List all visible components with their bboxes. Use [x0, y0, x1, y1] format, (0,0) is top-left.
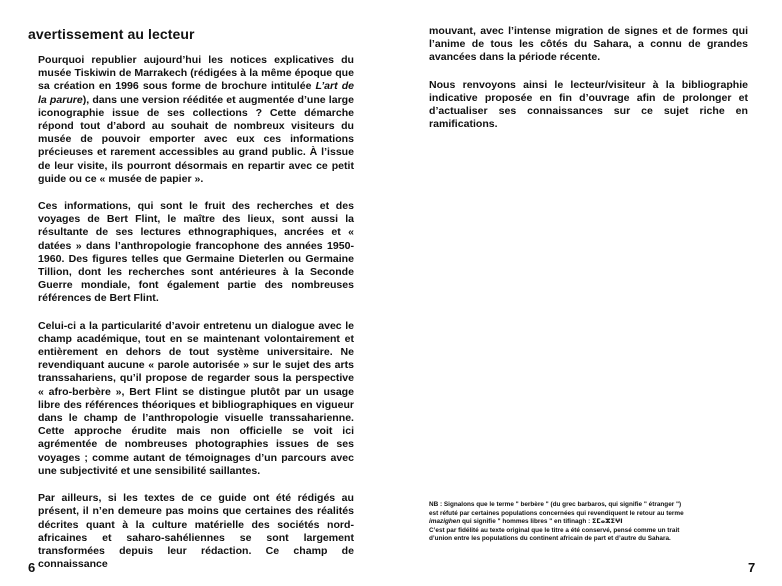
paragraph-2: Ces informations, qui sont le fruit des recherches et des voyages de Bert Flint, le maître des lieux, sont aussi la résultante de ses lectures ethnographiques, ancrées et « datées » dans l’anthropologie francophone des années 1950-1960. Des figures telles que Germaine Dieterlen ou Germaine Tillion, dont les recherches sont antérieures à la Seconde Guerre mondiale, font également partie des nombreuses références de Bert Flint. — [38, 200, 354, 305]
footnote-term: imazighen — [429, 518, 461, 526]
paragraph-3: Celui-ci a la particularité d’avoir entretenu un dialogue avec le champ académique, tout en se maintenant volontairement et entièrement en dehors de tout système universitaire. Ne revendiquant aucune « parole autorisée » sur le sujet des arts transsahariens, qu’il propose de regarder sous la perspective « afro-berbère », Bert Flint se distingue plutôt par un usage libre des références théoriques et bibliographiques en vigueur dans le champ de l’anthropologie visuelle transsaharienne. Cette approche érudite mais non officielle se voit ici agrémentée de nombreuses photographies issues de ses voyages ; comme autant de témoignages d’un parcours avec une subjectivité et une sensibilité saillantes. — [38, 319, 354, 477]
footnote-line-3-rest: qui signifie " hommes libres " en tifinagh : ⵉⵎⴰⵣⵉⵖⵏ — [460, 518, 623, 526]
footnote-line-3 — [429, 518, 759, 527]
paragraph-6: Nous renvoyons ainsi le lecteur/visiteur à la bibliographie indicative proposée en fin d’ouvrage afin de prolonger et d’actualiser ses connaissances sur ce sujet riche en ramifications. — [429, 78, 748, 131]
section-heading: avertissement au lecteur — [28, 26, 195, 42]
footnote-line-4: C’est par fidélité au texte original que le titre a été conservé, pensé comme un trait — [429, 526, 680, 534]
page-number-right: 7 — [748, 560, 756, 575]
paragraph-5: mouvant, avec l’intense migration de signes et de formes qui l’anime de tous les côtés du Sahara, a connu de grandes avancées dans la période récente. — [429, 25, 748, 64]
brochure-title: L’art de la parure — [38, 80, 354, 106]
footnote — [429, 501, 759, 544]
footnote-line-1: NB : Signalons que le terme " berbère " (du grec barbaros, qui signifie " étranger ") — [429, 501, 682, 508]
footnote-line-2: est réfuté par certaines populations concernées qui revendiquent le retour au terme — [429, 509, 684, 517]
left-text-column — [38, 54, 354, 571]
footnote-line-5: d’union entre les populations du continent africain de part et d’autre du Sahara. — [429, 535, 671, 543]
paragraph-1-text-b: ), dans une version rééditée et augmentée d’une large iconographie issue de ses collections ? Cette démarche répond tout d’abord au souhait de nombreux visiteurs du musée de pouvoir emporter avec eux ces informations précieuses et rarement accessibles au grand public. À l’issue de leur visite, ils pourront désormais en repartir avec ce petit guide ou ce « musée de papier ». — [38, 93, 354, 185]
paragraph-4: Par ailleurs, si les textes de ce guide ont été rédigés au présent, il n’en demeure pas moins que certaines des réalités décrites quant à la culture matérielle des sociétés nord-africaines et saharo-sahéliennes se sont largement transformées depuis leur rédaction. Ce champ de connaissance — [38, 492, 354, 571]
right-page — [391, 0, 782, 586]
paragraph-1-text-a: Pourquoi republier aujourd’hui les notices explicatives du musée Tiskiwin de Marrakech (rédigées à la même époque que sa création en 1996 sous forme de brochure intitulée — [38, 54, 354, 93]
page-number-left: 6 — [28, 560, 36, 575]
right-text-column — [429, 25, 748, 131]
paragraph-1 — [38, 54, 354, 186]
